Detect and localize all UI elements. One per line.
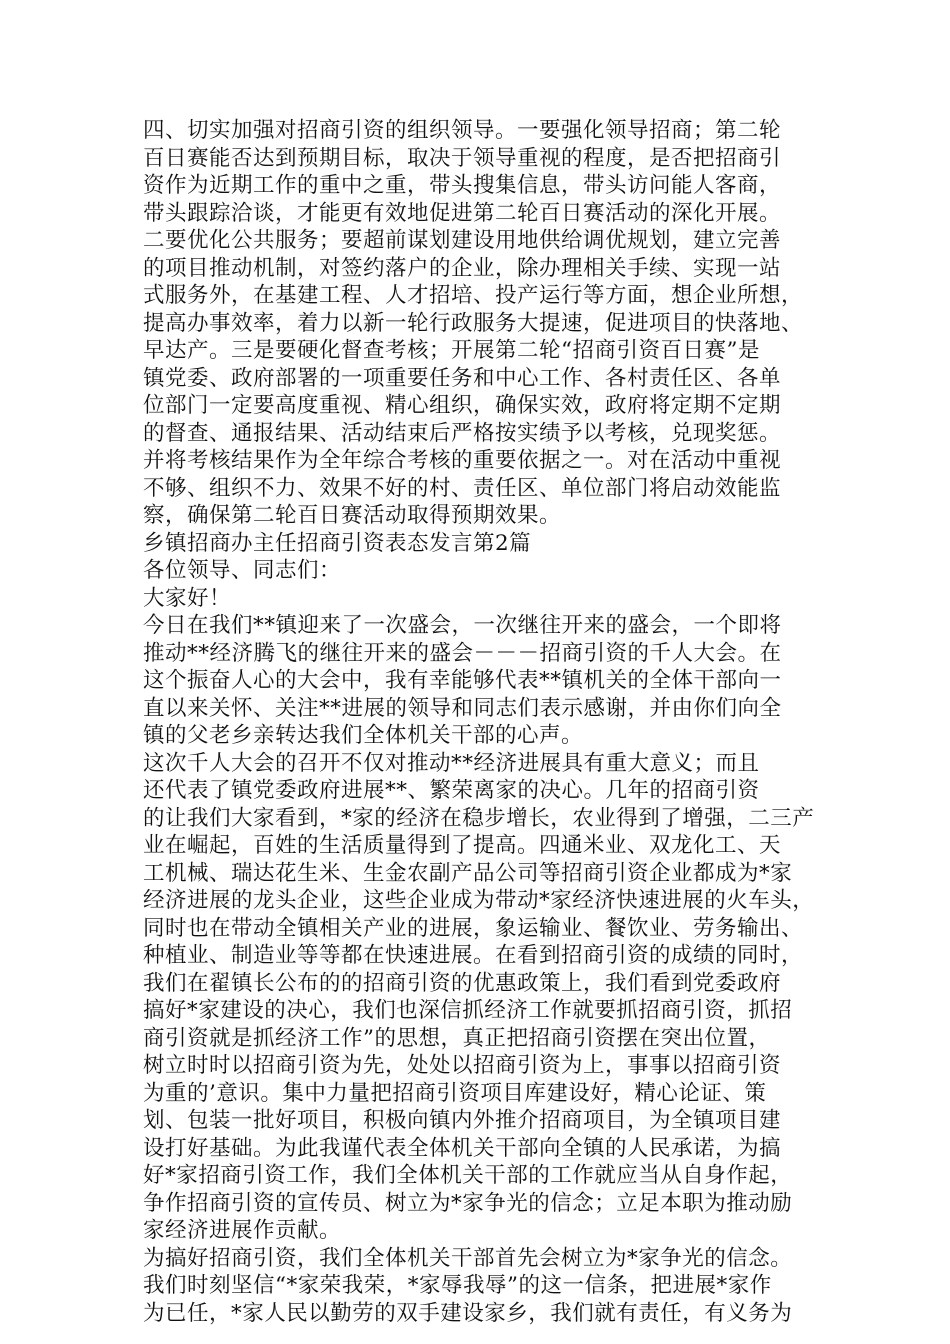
document-page [143, 117, 825, 1327]
text-line: 还代表了镇党委政府进展**、繁荣离家的决心。几年的招商引资 [143, 778, 760, 803]
text-line: 好*家招商引资工作，我们全体机关干部的工作就应当从自身作起， [143, 1163, 793, 1188]
text-line: 我们在翟镇长公布的的招商引资的优惠政策上，我们看到党委政府 [143, 970, 782, 996]
text-line: 这个振奋人心的大会中，我有幸能够代表**镇机关的全体干部向一 [143, 668, 782, 693]
text-line: 树立时时以招商引资为先，处处以招商引资为上，事事以招商引资 [143, 1053, 782, 1078]
text-line: 镇的父老乡亲转达我们全体机关干部的心声。 [143, 723, 584, 748]
text-line: 直以来关怀、关注**进展的领导和同志们表示感谢，并由你们向全 [143, 695, 782, 721]
salutation: 各位领导、同志们： [143, 558, 342, 583]
text-line: 今日在我们**镇迎来了一次盛会，一次继往开来的盛会，一个即将 [143, 613, 782, 638]
text-line: 四、切实加强对招商引资的组织领导。一要强化领导招商；第二轮 [143, 118, 782, 143]
text-line: 百日赛能否达到预期目标，取决于领导重视的程度，是否把招商引 [143, 145, 782, 171]
text-line: 同时也在带动全镇相关产业的进展，象运输业、餐饮业、劳务输出、 [143, 915, 804, 941]
text-line: 早达产。三是要硬化督查考核；开展第二轮“招商引资百日赛”是 [143, 338, 760, 363]
text-line: 种植业、制造业等等都在快速进展。在看到招商引资的成绩的同时， [143, 943, 804, 968]
text-line: 经济进展的龙头企业，这些企业成为带动*家经济快速进展的火车头， [143, 888, 815, 913]
text-line: 不够、组织不力、效果不好的村、责任区、单位部门将启动效能监 [143, 475, 782, 501]
text-line: 的让我们大家看到，*家的经济在稳步增长，农业得到了增强，二三产 [143, 805, 815, 831]
text-line: 镇党委、政府部署的一项重要任务和中心工作、各村责任区、各单 [143, 365, 782, 391]
text-line: 搞好*家建设的决心，我们也深信抓经济工作就要抓招商引资，抓招 [143, 998, 793, 1023]
text-line: 位部门一定要高度重视、精心组织，确保实效，政府将定期不定期 [143, 393, 782, 418]
text-line: 的项目推动机制，对签约落户的企业，除办理相关手续、实现一站 [143, 255, 782, 281]
text-line: 这次千人大会的召开不仅对推动**经济进展具有重大意义；而且 [143, 750, 760, 776]
text-line: 的督查、通报结果、活动结束后严格按实绩予以考核，兑现奖惩。 [143, 420, 782, 446]
text-line: 划、包装一批好项目，积极向镇内外推介招商项目，为全镇项目建 [143, 1108, 782, 1133]
text-line: 为搞好招商引资，我们全体机关干部首先会树立为*家争光的信念。 [143, 1245, 793, 1271]
text-line: 二要优化公共服务；要超前谋划建设用地供给调优规划，建立完善 [143, 228, 782, 253]
text-line: 察，确保第二轮百日赛活动取得预期效果。 [143, 503, 562, 528]
text-line: 商引资就是抓经济工作”的思想，真正把招商引资摆在突出位置， [143, 1025, 771, 1051]
text-line: 工机械、瑞达花生米、生金农副产品公司等招商引资企业都成为*家 [143, 860, 793, 886]
text-line: 资作为近期工作的重中之重，带头搜集信息，带头访问能人客商， [143, 173, 782, 198]
text-line: 家经济进展作贡献。 [143, 1218, 342, 1243]
text-line: 我们时刻坚信“*家荣我荣，*家辱我辱”的这一信条，把进展*家作 [143, 1273, 772, 1298]
text-line: 为已任，*家人民以勤劳的双手建设家乡，我们就有责任，有义务为 [143, 1300, 793, 1326]
text-line: 推动**经济腾飞的继往开来的盛会－－－招商引资的千人大会。在 [143, 640, 782, 666]
text-line: 提高办事效率，着力以新一轮行政服务大提速，促进项目的快落地、 [143, 310, 804, 336]
text-line: 业在崛起，百姓的生活质量得到了提高。四通米业、双龙化工、天 [143, 833, 782, 858]
text-line: 争作招商引资的宣传员、树立为*家争光的信念；立足本职为推动励 [143, 1190, 793, 1216]
greeting: 大家好！ [143, 585, 232, 611]
text-line: 设打好基础。为此我谨代表全体机关干部向全镇的人民承诺，为搞 [143, 1135, 782, 1161]
section-heading: 乡镇招商办主任招商引资表态发言第2篇 [143, 530, 532, 556]
text-line: 为重的’意识。集中力量把招商引资项目库建设好，精心论证、策 [143, 1080, 767, 1106]
text-line: 式服务外，在基建工程、人才招培、投产运行等方面，想企业所想， [143, 283, 804, 308]
text-line: 带头跟踪洽谈，才能更有效地促进第二轮百日赛活动的深化开展。 [143, 200, 782, 226]
text-line: 并将考核结果作为全年综合考核的重要依据之一。对在活动中重视 [143, 448, 782, 473]
